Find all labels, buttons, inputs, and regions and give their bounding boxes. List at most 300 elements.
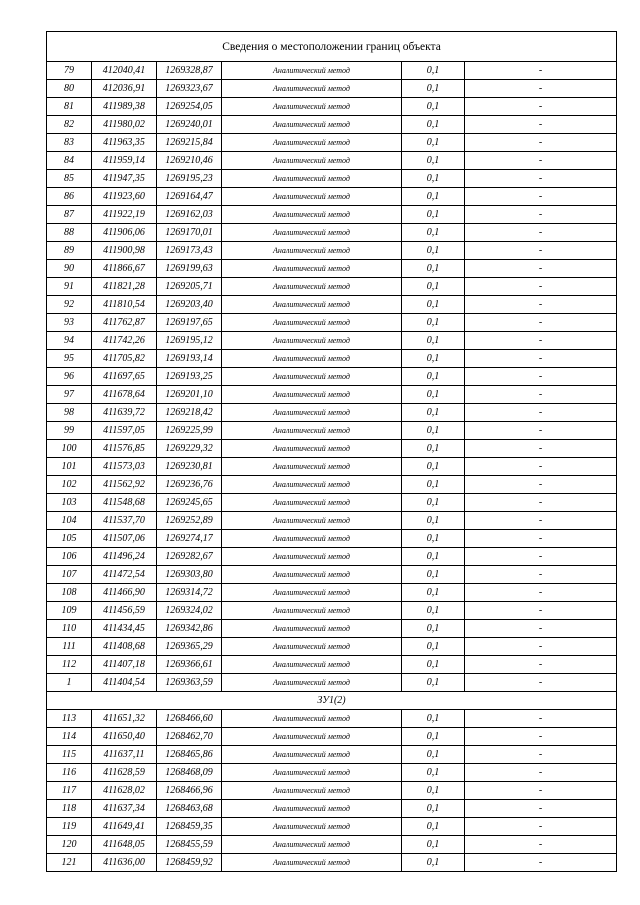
- coord-y-cell: 1269324,02: [157, 602, 222, 620]
- accuracy-cell: 0,1: [402, 80, 465, 98]
- accuracy-cell: 0,1: [402, 332, 465, 350]
- description-cell: -: [465, 530, 617, 548]
- point-number-cell: 114: [47, 728, 92, 746]
- accuracy-cell: 0,1: [402, 476, 465, 494]
- coord-x-cell: 411959,14: [92, 152, 157, 170]
- point-number-cell: 111: [47, 638, 92, 656]
- method-cell: Аналитический метод: [222, 206, 402, 224]
- accuracy-cell: 0,1: [402, 746, 465, 764]
- accuracy-cell: 0,1: [402, 764, 465, 782]
- point-number-cell: 91: [47, 278, 92, 296]
- point-number-cell: 108: [47, 584, 92, 602]
- description-cell: -: [465, 836, 617, 854]
- point-number-cell: 109: [47, 602, 92, 620]
- method-cell: Аналитический метод: [222, 620, 402, 638]
- table-row: [47, 386, 617, 404]
- coord-y-cell: 1269215,84: [157, 134, 222, 152]
- table-row: [47, 818, 617, 836]
- description-cell: -: [465, 458, 617, 476]
- description-cell: -: [465, 818, 617, 836]
- accuracy-cell: 0,1: [402, 314, 465, 332]
- method-cell: Аналитический метод: [222, 242, 402, 260]
- coord-x-cell: 411466,90: [92, 584, 157, 602]
- coord-x-cell: 411537,70: [92, 512, 157, 530]
- method-cell: Аналитический метод: [222, 368, 402, 386]
- accuracy-cell: 0,1: [402, 404, 465, 422]
- table-row: [47, 638, 617, 656]
- table-row: [47, 782, 617, 800]
- coord-y-cell: 1268459,35: [157, 818, 222, 836]
- point-number-cell: 89: [47, 242, 92, 260]
- accuracy-cell: 0,1: [402, 62, 465, 80]
- coord-x-cell: 411762,87: [92, 314, 157, 332]
- description-cell: -: [465, 566, 617, 584]
- table-row: [47, 260, 617, 278]
- accuracy-cell: 0,1: [402, 350, 465, 368]
- method-cell: Аналитический метод: [222, 224, 402, 242]
- description-cell: -: [465, 512, 617, 530]
- point-number-cell: 82: [47, 116, 92, 134]
- method-cell: Аналитический метод: [222, 386, 402, 404]
- coord-x-cell: 411742,26: [92, 332, 157, 350]
- accuracy-cell: 0,1: [402, 728, 465, 746]
- accuracy-cell: 0,1: [402, 638, 465, 656]
- method-cell: Аналитический метод: [222, 530, 402, 548]
- section-row: [47, 692, 617, 710]
- description-cell: -: [465, 260, 617, 278]
- coord-y-cell: 1268465,86: [157, 746, 222, 764]
- accuracy-cell: 0,1: [402, 530, 465, 548]
- method-cell: Аналитический метод: [222, 440, 402, 458]
- coord-x-cell: 411434,45: [92, 620, 157, 638]
- coord-y-cell: 1268466,60: [157, 710, 222, 728]
- coord-x-cell: 411821,28: [92, 278, 157, 296]
- coord-y-cell: 1268462,70: [157, 728, 222, 746]
- point-number-cell: 102: [47, 476, 92, 494]
- coord-x-cell: 411496,24: [92, 548, 157, 566]
- point-number-cell: 107: [47, 566, 92, 584]
- coord-y-cell: 1269203,40: [157, 296, 222, 314]
- table-row: [47, 440, 617, 458]
- method-cell: Аналитический метод: [222, 62, 402, 80]
- coord-x-cell: 411947,35: [92, 170, 157, 188]
- coord-x-cell: 411472,54: [92, 566, 157, 584]
- point-number-cell: 105: [47, 530, 92, 548]
- coord-x-cell: 411705,82: [92, 350, 157, 368]
- point-number-cell: 103: [47, 494, 92, 512]
- coord-y-cell: 1269342,86: [157, 620, 222, 638]
- method-cell: Аналитический метод: [222, 476, 402, 494]
- coord-x-cell: 411507,06: [92, 530, 157, 548]
- method-cell: Аналитический метод: [222, 188, 402, 206]
- coord-y-cell: 1269225,99: [157, 422, 222, 440]
- coord-y-cell: 1269230,81: [157, 458, 222, 476]
- table-row: [47, 566, 617, 584]
- description-cell: -: [465, 386, 617, 404]
- description-cell: -: [465, 350, 617, 368]
- point-number-cell: 85: [47, 170, 92, 188]
- coord-x-cell: 411923,60: [92, 188, 157, 206]
- description-cell: -: [465, 422, 617, 440]
- coord-x-cell: 411980,02: [92, 116, 157, 134]
- table-row: [47, 746, 617, 764]
- boundary-table: [46, 31, 617, 872]
- table-row: [47, 206, 617, 224]
- coord-x-cell: 411649,41: [92, 818, 157, 836]
- method-cell: Аналитический метод: [222, 710, 402, 728]
- method-cell: Аналитический метод: [222, 584, 402, 602]
- accuracy-cell: 0,1: [402, 278, 465, 296]
- description-cell: -: [465, 638, 617, 656]
- method-cell: Аналитический метод: [222, 512, 402, 530]
- point-number-cell: 100: [47, 440, 92, 458]
- coord-y-cell: 1269229,32: [157, 440, 222, 458]
- table-row: [47, 584, 617, 602]
- coord-x-cell: 411548,68: [92, 494, 157, 512]
- coord-y-cell: 1269366,61: [157, 656, 222, 674]
- point-number-cell: 86: [47, 188, 92, 206]
- point-number-cell: 94: [47, 332, 92, 350]
- coord-y-cell: 1269314,72: [157, 584, 222, 602]
- method-cell: Аналитический метод: [222, 674, 402, 692]
- table-row: [47, 134, 617, 152]
- point-number-cell: 101: [47, 458, 92, 476]
- coord-x-cell: 411637,11: [92, 746, 157, 764]
- table-row: [47, 512, 617, 530]
- table-row: [47, 368, 617, 386]
- description-cell: -: [465, 854, 617, 872]
- coord-y-cell: 1269328,87: [157, 62, 222, 80]
- method-cell: Аналитический метод: [222, 800, 402, 818]
- coord-y-cell: 1269170,01: [157, 224, 222, 242]
- point-number-cell: 117: [47, 782, 92, 800]
- accuracy-cell: 0,1: [402, 800, 465, 818]
- coord-x-cell: 411648,05: [92, 836, 157, 854]
- table-row: [47, 656, 617, 674]
- method-cell: Аналитический метод: [222, 98, 402, 116]
- description-cell: -: [465, 710, 617, 728]
- table-row: [47, 188, 617, 206]
- method-cell: Аналитический метод: [222, 548, 402, 566]
- accuracy-cell: 0,1: [402, 386, 465, 404]
- coord-x-cell: 411404,54: [92, 674, 157, 692]
- table-row: [47, 674, 617, 692]
- table-row: [47, 494, 617, 512]
- table-row: [47, 764, 617, 782]
- coord-y-cell: 1269236,76: [157, 476, 222, 494]
- coord-y-cell: 1269363,59: [157, 674, 222, 692]
- description-cell: -: [465, 98, 617, 116]
- coord-x-cell: 411650,40: [92, 728, 157, 746]
- point-number-cell: 80: [47, 80, 92, 98]
- coord-y-cell: 1269274,17: [157, 530, 222, 548]
- method-cell: Аналитический метод: [222, 134, 402, 152]
- description-cell: -: [465, 404, 617, 422]
- point-number-cell: 119: [47, 818, 92, 836]
- table-row: [47, 854, 617, 872]
- table-row: [47, 530, 617, 548]
- coord-x-cell: 411628,02: [92, 782, 157, 800]
- accuracy-cell: 0,1: [402, 422, 465, 440]
- document-sheet: [46, 31, 616, 872]
- description-cell: -: [465, 674, 617, 692]
- accuracy-cell: 0,1: [402, 584, 465, 602]
- accuracy-cell: 0,1: [402, 188, 465, 206]
- coord-x-cell: 411576,85: [92, 440, 157, 458]
- table-row: [47, 314, 617, 332]
- method-cell: Аналитический метод: [222, 656, 402, 674]
- coord-y-cell: 1269303,80: [157, 566, 222, 584]
- table-row: [47, 80, 617, 98]
- coord-y-cell: 1269245,65: [157, 494, 222, 512]
- point-number-cell: 84: [47, 152, 92, 170]
- description-cell: -: [465, 368, 617, 386]
- point-number-cell: 110: [47, 620, 92, 638]
- point-number-cell: 92: [47, 296, 92, 314]
- accuracy-cell: 0,1: [402, 152, 465, 170]
- coord-y-cell: 1269365,29: [157, 638, 222, 656]
- coord-y-cell: 1269173,43: [157, 242, 222, 260]
- coord-x-cell: 411963,35: [92, 134, 157, 152]
- point-number-cell: 93: [47, 314, 92, 332]
- description-cell: -: [465, 332, 617, 350]
- accuracy-cell: 0,1: [402, 224, 465, 242]
- table-title-row: [47, 32, 617, 62]
- description-cell: -: [465, 764, 617, 782]
- description-cell: -: [465, 782, 617, 800]
- accuracy-cell: 0,1: [402, 368, 465, 386]
- accuracy-cell: 0,1: [402, 98, 465, 116]
- point-number-cell: 87: [47, 206, 92, 224]
- method-cell: Аналитический метод: [222, 602, 402, 620]
- point-number-cell: 83: [47, 134, 92, 152]
- method-cell: Аналитический метод: [222, 278, 402, 296]
- coord-x-cell: 411651,32: [92, 710, 157, 728]
- coord-y-cell: 1268466,96: [157, 782, 222, 800]
- table-row: [47, 116, 617, 134]
- coord-x-cell: 411637,34: [92, 800, 157, 818]
- description-cell: -: [465, 728, 617, 746]
- method-cell: Аналитический метод: [222, 782, 402, 800]
- coord-x-cell: 411989,38: [92, 98, 157, 116]
- coord-x-cell: 411562,92: [92, 476, 157, 494]
- coord-y-cell: 1269164,47: [157, 188, 222, 206]
- accuracy-cell: 0,1: [402, 548, 465, 566]
- point-number-cell: 95: [47, 350, 92, 368]
- table-row: [47, 332, 617, 350]
- description-cell: -: [465, 242, 617, 260]
- description-cell: -: [465, 494, 617, 512]
- accuracy-cell: 0,1: [402, 170, 465, 188]
- table-row: [47, 548, 617, 566]
- description-cell: -: [465, 224, 617, 242]
- coord-x-cell: 411810,54: [92, 296, 157, 314]
- point-number-cell: 113: [47, 710, 92, 728]
- description-cell: -: [465, 602, 617, 620]
- table-row: [47, 836, 617, 854]
- table-row: [47, 422, 617, 440]
- coord-y-cell: 1269193,14: [157, 350, 222, 368]
- point-number-cell: 88: [47, 224, 92, 242]
- method-cell: Аналитический метод: [222, 422, 402, 440]
- point-number-cell: 1: [47, 674, 92, 692]
- method-cell: Аналитический метод: [222, 260, 402, 278]
- description-cell: -: [465, 134, 617, 152]
- point-number-cell: 120: [47, 836, 92, 854]
- description-cell: -: [465, 80, 617, 98]
- accuracy-cell: 0,1: [402, 296, 465, 314]
- method-cell: Аналитический метод: [222, 638, 402, 656]
- method-cell: Аналитический метод: [222, 566, 402, 584]
- table-row: [47, 350, 617, 368]
- coord-y-cell: 1268455,59: [157, 836, 222, 854]
- method-cell: Аналитический метод: [222, 494, 402, 512]
- point-number-cell: 79: [47, 62, 92, 80]
- coord-y-cell: 1269205,71: [157, 278, 222, 296]
- table-row: [47, 152, 617, 170]
- point-number-cell: 81: [47, 98, 92, 116]
- description-cell: -: [465, 278, 617, 296]
- coord-y-cell: 1269254,05: [157, 98, 222, 116]
- coord-y-cell: 1269195,23: [157, 170, 222, 188]
- coord-x-cell: 411628,59: [92, 764, 157, 782]
- description-cell: -: [465, 746, 617, 764]
- point-number-cell: 99: [47, 422, 92, 440]
- coord-x-cell: 411639,72: [92, 404, 157, 422]
- table-row: [47, 62, 617, 80]
- description-cell: -: [465, 548, 617, 566]
- point-number-cell: 106: [47, 548, 92, 566]
- table-row: [47, 296, 617, 314]
- section-label: ЗУ1(2): [47, 692, 617, 710]
- accuracy-cell: 0,1: [402, 458, 465, 476]
- description-cell: -: [465, 152, 617, 170]
- accuracy-cell: 0,1: [402, 512, 465, 530]
- coord-y-cell: 1269199,63: [157, 260, 222, 278]
- coord-y-cell: 1269210,46: [157, 152, 222, 170]
- method-cell: Аналитический метод: [222, 314, 402, 332]
- coord-y-cell: 1269197,65: [157, 314, 222, 332]
- method-cell: Аналитический метод: [222, 332, 402, 350]
- table-row: [47, 620, 617, 638]
- table-row: [47, 710, 617, 728]
- method-cell: Аналитический метод: [222, 152, 402, 170]
- accuracy-cell: 0,1: [402, 440, 465, 458]
- method-cell: Аналитический метод: [222, 836, 402, 854]
- coord-y-cell: 1269282,67: [157, 548, 222, 566]
- point-number-cell: 98: [47, 404, 92, 422]
- table-title: Сведения о местоположении границ объекта: [47, 32, 617, 62]
- table-row: [47, 242, 617, 260]
- coord-x-cell: 411636,00: [92, 854, 157, 872]
- coord-x-cell: 411456,59: [92, 602, 157, 620]
- accuracy-cell: 0,1: [402, 116, 465, 134]
- method-cell: Аналитический метод: [222, 818, 402, 836]
- coord-y-cell: 1268468,09: [157, 764, 222, 782]
- description-cell: -: [465, 476, 617, 494]
- point-number-cell: 90: [47, 260, 92, 278]
- accuracy-cell: 0,1: [402, 656, 465, 674]
- description-cell: -: [465, 584, 617, 602]
- coord-x-cell: 411922,19: [92, 206, 157, 224]
- coord-y-cell: 1269195,12: [157, 332, 222, 350]
- point-number-cell: 121: [47, 854, 92, 872]
- accuracy-cell: 0,1: [402, 206, 465, 224]
- method-cell: Аналитический метод: [222, 746, 402, 764]
- coord-y-cell: 1268463,68: [157, 800, 222, 818]
- coord-x-cell: 411900,98: [92, 242, 157, 260]
- coord-x-cell: 412040,41: [92, 62, 157, 80]
- coord-y-cell: 1268459,92: [157, 854, 222, 872]
- point-number-cell: 115: [47, 746, 92, 764]
- accuracy-cell: 0,1: [402, 566, 465, 584]
- method-cell: Аналитический метод: [222, 764, 402, 782]
- point-number-cell: 118: [47, 800, 92, 818]
- point-number-cell: 96: [47, 368, 92, 386]
- point-number-cell: 112: [47, 656, 92, 674]
- description-cell: -: [465, 440, 617, 458]
- table-row: [47, 458, 617, 476]
- accuracy-cell: 0,1: [402, 602, 465, 620]
- coord-x-cell: 411573,03: [92, 458, 157, 476]
- coord-x-cell: 411407,18: [92, 656, 157, 674]
- accuracy-cell: 0,1: [402, 242, 465, 260]
- description-cell: -: [465, 188, 617, 206]
- coord-x-cell: 411866,67: [92, 260, 157, 278]
- accuracy-cell: 0,1: [402, 854, 465, 872]
- method-cell: Аналитический метод: [222, 854, 402, 872]
- table-row: [47, 404, 617, 422]
- accuracy-cell: 0,1: [402, 494, 465, 512]
- coord-y-cell: 1269162,03: [157, 206, 222, 224]
- accuracy-cell: 0,1: [402, 818, 465, 836]
- table-row: [47, 170, 617, 188]
- coord-y-cell: 1269201,10: [157, 386, 222, 404]
- method-cell: Аналитический метод: [222, 80, 402, 98]
- table-row: [47, 278, 617, 296]
- coord-y-cell: 1269252,89: [157, 512, 222, 530]
- description-cell: -: [465, 314, 617, 332]
- method-cell: Аналитический метод: [222, 116, 402, 134]
- accuracy-cell: 0,1: [402, 260, 465, 278]
- accuracy-cell: 0,1: [402, 134, 465, 152]
- method-cell: Аналитический метод: [222, 170, 402, 188]
- accuracy-cell: 0,1: [402, 674, 465, 692]
- method-cell: Аналитический метод: [222, 728, 402, 746]
- table-row: [47, 602, 617, 620]
- coord-x-cell: 411408,68: [92, 638, 157, 656]
- accuracy-cell: 0,1: [402, 620, 465, 638]
- coord-y-cell: 1269193,25: [157, 368, 222, 386]
- point-number-cell: 104: [47, 512, 92, 530]
- coord-y-cell: 1269218,42: [157, 404, 222, 422]
- coord-x-cell: 412036,91: [92, 80, 157, 98]
- method-cell: Аналитический метод: [222, 296, 402, 314]
- coord-y-cell: 1269323,67: [157, 80, 222, 98]
- description-cell: -: [465, 296, 617, 314]
- description-cell: -: [465, 170, 617, 188]
- table-row: [47, 224, 617, 242]
- coord-y-cell: 1269240,01: [157, 116, 222, 134]
- method-cell: Аналитический метод: [222, 458, 402, 476]
- coord-x-cell: 411906,06: [92, 224, 157, 242]
- method-cell: Аналитический метод: [222, 404, 402, 422]
- accuracy-cell: 0,1: [402, 782, 465, 800]
- table-row: [47, 98, 617, 116]
- accuracy-cell: 0,1: [402, 710, 465, 728]
- coord-x-cell: 411697,65: [92, 368, 157, 386]
- description-cell: -: [465, 620, 617, 638]
